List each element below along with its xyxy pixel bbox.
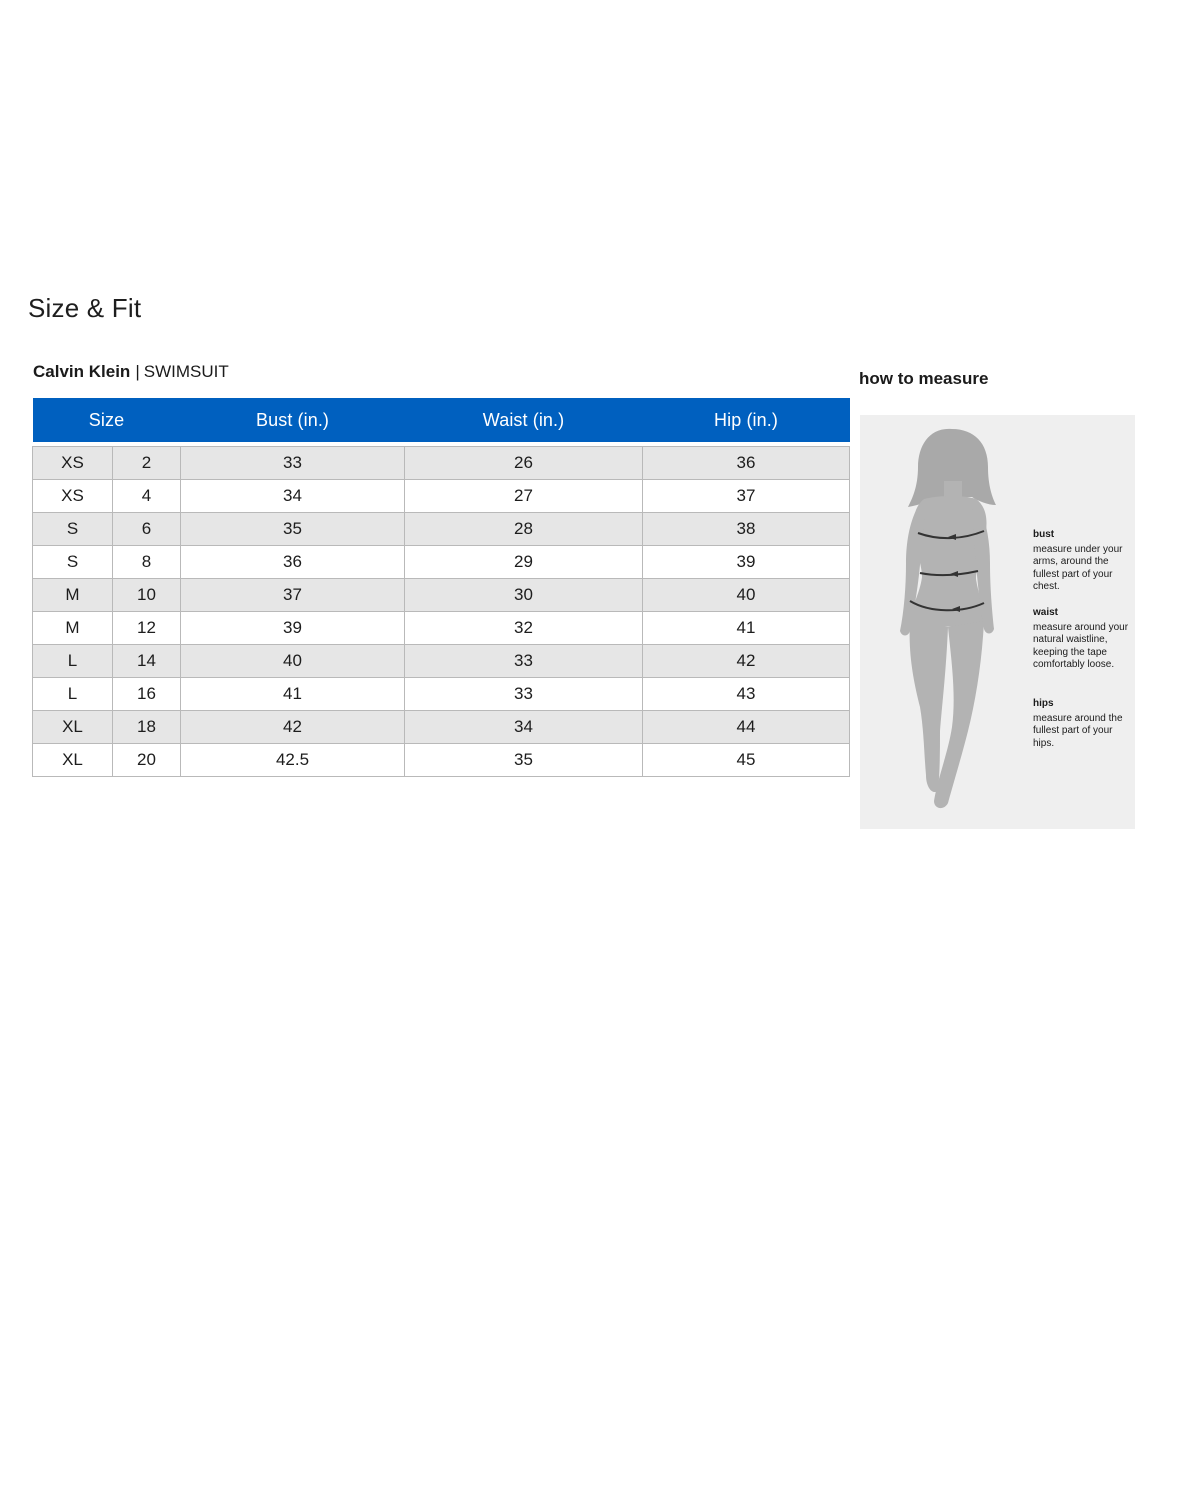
hip-cell: 44 bbox=[643, 711, 850, 744]
table-row bbox=[33, 711, 850, 744]
guide-hips-title: hips bbox=[1033, 698, 1054, 709]
waist-cell: 33 bbox=[405, 678, 643, 711]
size-label-cell: S bbox=[33, 546, 113, 579]
size-label-cell: XS bbox=[33, 480, 113, 513]
bust-cell: 33 bbox=[181, 447, 405, 480]
waist-cell: 30 bbox=[405, 579, 643, 612]
size-number-cell: 18 bbox=[113, 711, 181, 744]
hip-cell: 39 bbox=[643, 546, 850, 579]
table-row bbox=[33, 645, 850, 678]
left-leg-shape bbox=[910, 621, 948, 792]
size-label-cell: L bbox=[33, 645, 113, 678]
hip-cell: 36 bbox=[643, 447, 850, 480]
table-header-row bbox=[33, 398, 850, 442]
bust-cell: 37 bbox=[181, 579, 405, 612]
hip-cell: 42 bbox=[643, 645, 850, 678]
size-number-cell: 14 bbox=[113, 645, 181, 678]
bust-cell: 42 bbox=[181, 711, 405, 744]
size-label-cell: M bbox=[33, 579, 113, 612]
waist-cell: 29 bbox=[405, 546, 643, 579]
size-chart-table bbox=[32, 398, 850, 777]
table-row bbox=[33, 513, 850, 546]
size-number-cell: 12 bbox=[113, 612, 181, 645]
hip-cell: 45 bbox=[643, 744, 850, 777]
brand-line bbox=[33, 362, 229, 382]
size-label-cell: XS bbox=[33, 447, 113, 480]
size-number-cell: 10 bbox=[113, 579, 181, 612]
neck-shape bbox=[944, 481, 962, 497]
guide-waist-text: measure around your natural waistline, keeping the tape comfortably loose. bbox=[1033, 621, 1129, 670]
guide-hips-text: measure around the fullest part of your hips. bbox=[1033, 712, 1123, 749]
bust-cell: 40 bbox=[181, 645, 405, 678]
waist-cell: 35 bbox=[405, 744, 643, 777]
hip-cell: 41 bbox=[643, 612, 850, 645]
guide-bust-title: bust bbox=[1033, 529, 1055, 540]
waist-cell: 26 bbox=[405, 447, 643, 480]
waist-cell: 27 bbox=[405, 480, 643, 513]
header-size: Size bbox=[33, 398, 181, 442]
guide-hips bbox=[1033, 698, 1133, 750]
size-label-cell: M bbox=[33, 612, 113, 645]
size-number-cell: 6 bbox=[113, 513, 181, 546]
size-number-cell: 4 bbox=[113, 480, 181, 513]
product-category: SWIMSUIT bbox=[143, 362, 229, 381]
bust-cell: 34 bbox=[181, 480, 405, 513]
bust-cell: 39 bbox=[181, 612, 405, 645]
guide-waist-title: waist bbox=[1033, 607, 1059, 618]
table-row bbox=[33, 744, 850, 777]
header-waist: Waist (in.) bbox=[405, 398, 643, 442]
header-hip: Hip (in.) bbox=[643, 398, 850, 442]
size-number-cell: 2 bbox=[113, 447, 181, 480]
size-number-cell: 20 bbox=[113, 744, 181, 777]
header-bust: Bust (in.) bbox=[181, 398, 405, 442]
bust-cell: 36 bbox=[181, 546, 405, 579]
guide-bust bbox=[1033, 529, 1133, 594]
hip-cell: 37 bbox=[643, 480, 850, 513]
bust-cell: 35 bbox=[181, 513, 405, 546]
hip-cell: 40 bbox=[643, 579, 850, 612]
size-number-cell: 16 bbox=[113, 678, 181, 711]
waist-cell: 28 bbox=[405, 513, 643, 546]
table-row bbox=[33, 579, 850, 612]
size-label-cell: L bbox=[33, 678, 113, 711]
table-row bbox=[33, 447, 850, 480]
hip-cell: 38 bbox=[643, 513, 850, 546]
table-row bbox=[33, 612, 850, 645]
guide-waist bbox=[1033, 607, 1133, 672]
table-row bbox=[33, 546, 850, 579]
bust-cell: 41 bbox=[181, 678, 405, 711]
size-label-cell: XL bbox=[33, 744, 113, 777]
hip-cell: 43 bbox=[643, 678, 850, 711]
size-label-cell: XL bbox=[33, 711, 113, 744]
table-row bbox=[33, 480, 850, 513]
size-number-cell: 8 bbox=[113, 546, 181, 579]
size-label-cell: S bbox=[33, 513, 113, 546]
how-to-measure-panel bbox=[860, 415, 1135, 829]
brand-name: Calvin Klein bbox=[33, 362, 131, 381]
waist-cell: 32 bbox=[405, 612, 643, 645]
brand-separator: | bbox=[135, 362, 140, 381]
bust-cell: 42.5 bbox=[181, 744, 405, 777]
page-title: Size & Fit bbox=[28, 293, 142, 323]
how-to-measure-heading: how to measure bbox=[859, 369, 989, 388]
table-row bbox=[33, 678, 850, 711]
table-body bbox=[33, 447, 850, 777]
waist-cell: 34 bbox=[405, 711, 643, 744]
waist-cell: 33 bbox=[405, 645, 643, 678]
guide-bust-text: measure under your arms, around the fullest part of your chest. bbox=[1033, 543, 1123, 592]
